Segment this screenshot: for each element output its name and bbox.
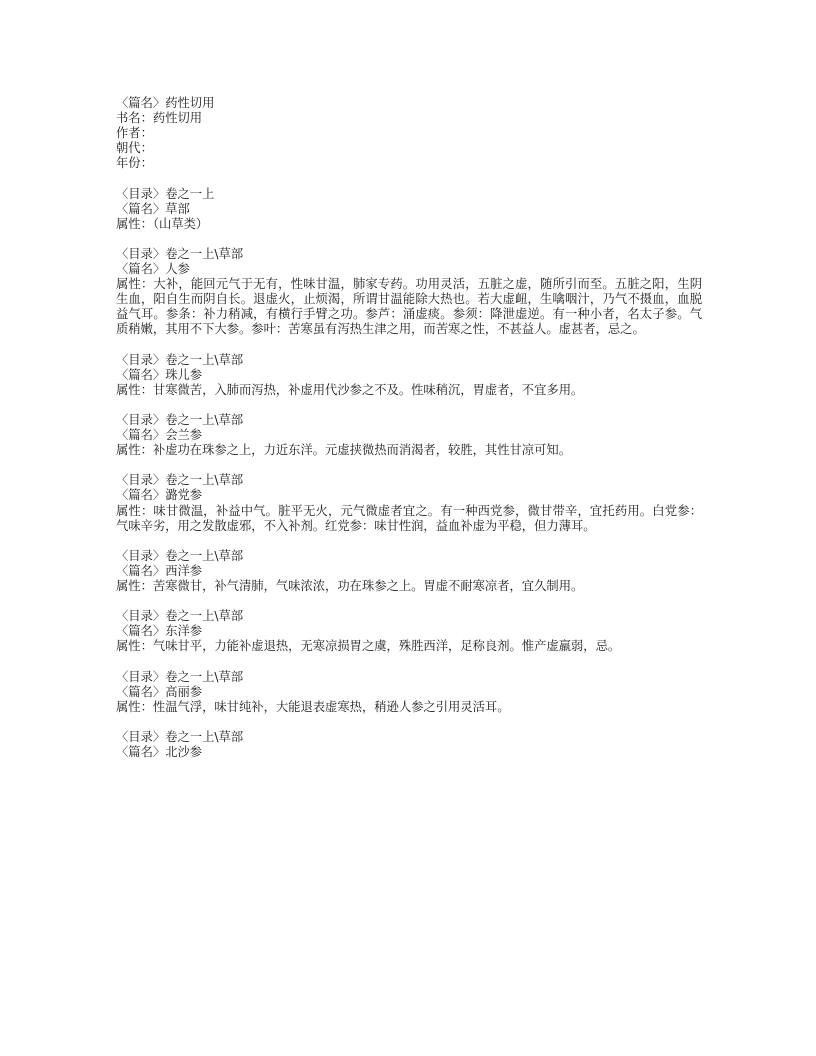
spacer (116, 654, 702, 669)
entry-catalog: 〈目录〉卷之一上\草部 (116, 473, 244, 488)
front-matter-block (116, 96, 702, 171)
entry-section: 〈篇名〉高丽参 (116, 684, 203, 699)
spacer (116, 534, 702, 549)
entry-section: 〈篇名〉会兰参 (116, 428, 203, 443)
entry-attribute: 属性：气味甘平，力能补虚退热，无寒凉损胃之虞，殊胜西洋，足称良剂。惟产虚羸弱，忌。 (116, 639, 621, 654)
entry-catalog: 〈目录〉卷之一上\草部 (116, 412, 244, 427)
herb-entry (116, 609, 702, 654)
herb-entry (116, 670, 702, 715)
spacer (116, 232, 702, 247)
entry-section: 〈篇名〉西洋参 (116, 563, 203, 578)
spacer (116, 458, 702, 473)
entry-catalog: 〈目录〉卷之一上\草部 (116, 352, 244, 367)
entry-attribute: 属性：苦寒微甘，补气清肺，气味浓浓，功在珠参之上。胃虚不耐寒凉者，宜久制用。 (116, 579, 584, 593)
entry-catalog: 〈目录〉卷之一上\草部 (116, 609, 244, 624)
volume-section-line: 〈篇名〉草部 (116, 201, 190, 216)
entry-section: 〈篇名〉珠儿参 (116, 367, 203, 382)
herb-entry (116, 730, 702, 760)
entry-catalog: 〈目录〉卷之一上\草部 (116, 729, 244, 744)
volume-catalog-line: 〈目录〉卷之一上 (116, 186, 215, 201)
front-matter-line-2: 作者： (116, 126, 153, 141)
entry-attribute: 属性：补虚功在珠参之上，力近东洋。元虚挟微热而消渴者，较胜，其性甘凉可知。 (116, 443, 571, 458)
entry-section: 〈篇名〉北沙参 (116, 745, 203, 760)
front-matter-line-0: 〈篇名〉药性切用 (116, 96, 215, 110)
entry-attribute: 属性：大补，能回元气于无有，性味甘温，肺家专药。功用灵活，五脏之虚，随所引而至。五脏之阳，生阴生血，阳自生而阴自长。退虚火，止烦渴，所谓甘温能除大热也。若大虚衄，生噙咽汁，乃气不摄血，血脱益气耳。参条：补力稍减，有横行手臂之功。参芦：涌虚痰。参须：降泄虚逆。有一种小者，名太子参。气质稍嫩，其用不下大参。参叶：苦寒虽有泻热生津之用，而苦寒之性，不甚益人。虚甚者，忌之。 (116, 277, 702, 337)
herb-entry (116, 413, 702, 458)
document-text-body (116, 96, 702, 760)
spacer (116, 594, 702, 609)
entry-catalog: 〈目录〉卷之一上\草部 (116, 669, 244, 684)
entry-attribute: 属性：甘寒微苦，入肺而泻热，补虚用代沙参之不及。性味稍沉，胃虚者，不宜多用。 (116, 382, 584, 397)
entry-catalog: 〈目录〉卷之一上\草部 (116, 246, 244, 261)
front-matter-line-1: 书名：药性切用 (116, 111, 203, 126)
entry-attribute: 属性：性温气浮，味甘纯补，大能退表虚寒热，稍逊人参之引用灵活耳。 (116, 699, 510, 714)
front-matter-line-3: 朝代： (116, 141, 153, 156)
herb-entry (116, 353, 702, 398)
entry-section: 〈篇名〉人参 (116, 262, 190, 277)
entry-catalog: 〈目录〉卷之一上\草部 (116, 548, 244, 563)
herb-entry (116, 473, 702, 533)
spacer (116, 715, 702, 730)
herb-entry (116, 549, 702, 594)
volume-attribute-line: 属性：（山草类） (116, 216, 209, 231)
herb-entry (116, 247, 702, 338)
front-matter-line-4: 年份： (116, 156, 153, 171)
entry-section: 〈篇名〉潞党参 (116, 488, 203, 503)
spacer (116, 171, 702, 186)
entry-section: 〈篇名〉东洋参 (116, 624, 203, 639)
entry-attribute: 属性：味甘微温，补益中气。脏平无火，元气微虚者宜之。有一种西党参，微甘带辛，宜托药用。白党参：气味辛劣，用之发散虚邪，不入补剂。红党参：味甘性润，益血补虚为平稳，但力薄耳。 (116, 503, 702, 533)
spacer (116, 338, 702, 353)
volume-header-block (116, 187, 702, 232)
spacer (116, 398, 702, 413)
